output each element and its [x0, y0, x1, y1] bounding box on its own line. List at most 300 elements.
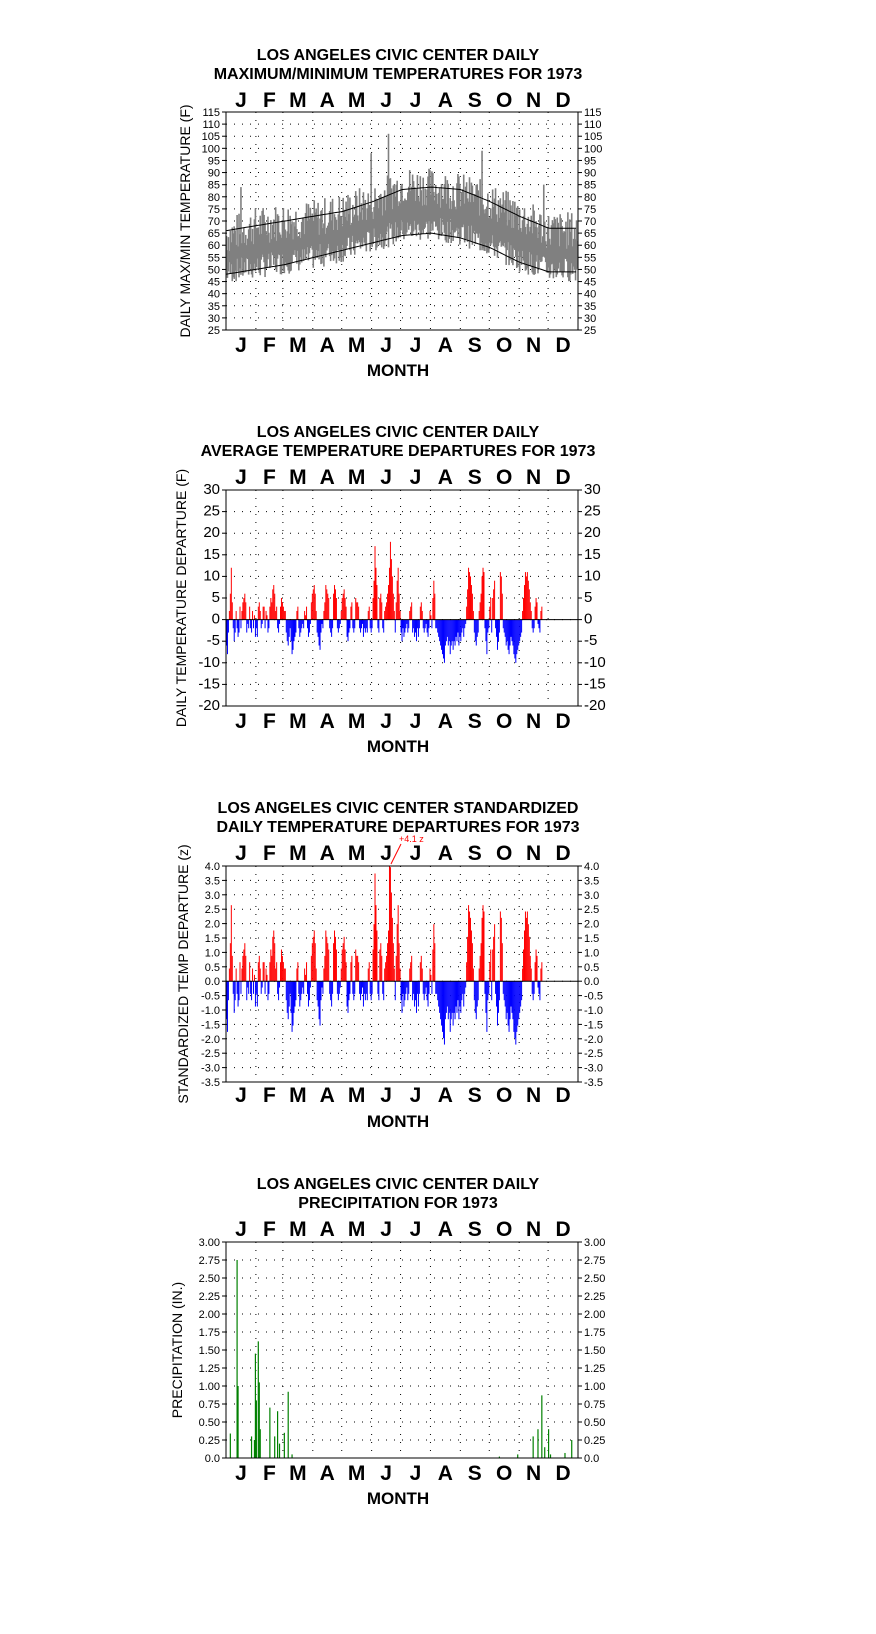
negative-departure-bar — [361, 620, 362, 629]
positive-departure-bar — [489, 962, 490, 981]
positive-departure-bar — [469, 912, 470, 982]
negative-departure-bar — [279, 981, 280, 987]
negative-departure-bar — [486, 981, 487, 1032]
positive-departure-bar — [324, 602, 325, 619]
y-tick-right: 1.75 — [584, 1327, 606, 1339]
positive-departure-bar — [409, 969, 410, 982]
y-tick-right: -15 — [584, 675, 606, 693]
y-tick-left: 2.5 — [204, 904, 220, 917]
negative-departure-bar — [303, 981, 304, 994]
positive-departure-bar — [296, 611, 297, 620]
chart-title-line-2: MAXIMUM/MINIMUM TEMPERATURES FOR 1973 — [213, 66, 583, 83]
positive-departure-bar — [236, 611, 237, 620]
y-tick-right: 10 — [584, 567, 601, 585]
negative-departure-bar — [406, 981, 407, 987]
negative-departure-bar — [348, 620, 349, 633]
negative-departure-bar — [429, 981, 430, 994]
positive-departure-bar — [374, 924, 375, 981]
chart-title-line-1: LOS ANGELES CIVIC CENTER STANDARDIZED — [217, 800, 579, 817]
positive-departure-bar — [502, 943, 503, 981]
y-tick-right: 115 — [584, 107, 602, 119]
negative-departure-bar — [359, 620, 360, 629]
positive-departure-bar — [393, 594, 394, 620]
positive-departure-bar — [390, 542, 391, 620]
y-tick-left: -1.0 — [201, 1005, 220, 1017]
positive-departure-bar — [326, 589, 327, 619]
y-tick-right: -1.0 — [584, 1005, 603, 1017]
positive-departure-bar — [525, 572, 526, 620]
month-label-top: N — [526, 89, 542, 112]
negative-departure-bar — [354, 981, 355, 994]
positive-departure-bar — [243, 950, 244, 982]
negative-departure-bar — [299, 981, 300, 1006]
positive-departure-bar — [271, 956, 272, 981]
negative-departure-bar — [436, 981, 437, 994]
y-tick-right: 110 — [584, 119, 602, 132]
negative-departure-bar — [513, 620, 514, 655]
y-tick-right: 95 — [584, 155, 597, 168]
positive-departure-bar — [245, 602, 246, 619]
positive-departure-bar — [500, 572, 501, 620]
negative-departure-bar — [455, 620, 456, 646]
negative-departure-bar — [233, 620, 234, 629]
positive-departure-bar — [343, 943, 344, 981]
month-label-bottom: J — [409, 1084, 422, 1107]
positive-departure-bar — [483, 912, 484, 982]
positive-departure-bar — [327, 594, 328, 620]
negative-departure-bar — [451, 981, 452, 1019]
y-tick-left: 15 — [203, 545, 220, 563]
negative-departure-bar — [382, 620, 383, 629]
positive-departure-bar — [399, 594, 400, 620]
negative-departure-bar — [255, 620, 256, 637]
positive-departure-bar — [421, 956, 422, 981]
positive-departure-bar — [389, 866, 390, 981]
positive-departure-bar — [385, 962, 386, 981]
y-tick-right: 2.50 — [584, 1273, 606, 1285]
positive-departure-bar — [281, 598, 282, 620]
positive-departure-bar — [432, 950, 433, 982]
positive-departure-bar — [297, 962, 298, 981]
negative-departure-bar — [532, 620, 533, 629]
positive-departure-bar — [467, 589, 468, 619]
positive-departure-bar — [541, 607, 542, 620]
negative-departure-bar — [286, 620, 287, 633]
negative-departure-bar — [348, 620, 349, 642]
negative-departure-bar — [436, 620, 437, 629]
negative-departure-bar — [239, 620, 240, 633]
positive-departure-bar — [522, 611, 523, 620]
positive-departure-bar — [356, 956, 357, 981]
negative-departure-bar — [237, 981, 238, 994]
negative-departure-bar — [256, 620, 257, 629]
positive-departure-bar — [269, 607, 270, 620]
y-tick-right: 85 — [584, 179, 597, 192]
y-tick-right: 2.00 — [584, 1309, 606, 1321]
positive-departure-bar — [341, 611, 342, 620]
positive-departure-bar — [494, 924, 495, 981]
positive-departure-bar — [350, 607, 351, 620]
positive-departure-bar — [231, 905, 232, 981]
negative-departure-bar — [349, 620, 350, 629]
positive-departure-bar — [389, 568, 390, 620]
negative-departure-bar — [330, 981, 331, 1000]
month-label-bottom: A — [437, 1462, 453, 1485]
month-label-bottom: M — [289, 710, 307, 733]
x-axis-label: MONTH — [366, 1112, 430, 1131]
positive-departure-bar — [283, 962, 284, 981]
negative-departure-bar — [413, 981, 414, 994]
positive-departure-bar — [473, 611, 474, 620]
positive-departure-bar — [410, 962, 411, 981]
positive-departure-bar — [244, 943, 245, 981]
chart-title-line-1: LOS ANGELES CIVIC CENTER DAILY — [256, 1176, 540, 1193]
negative-departure-bar — [262, 620, 263, 624]
month-label-top: S — [467, 466, 482, 489]
month-label-bottom: M — [347, 1084, 366, 1107]
chart-panel-1 — [177, 47, 602, 380]
positive-departure-bar — [245, 956, 246, 981]
negative-departure-bar — [485, 620, 486, 642]
positive-departure-bar — [312, 943, 313, 981]
negative-departure-bar — [237, 620, 238, 629]
negative-departure-bar — [418, 981, 419, 1006]
negative-departure-bar — [402, 620, 403, 642]
positive-departure-bar — [536, 950, 537, 982]
negative-departure-bar — [459, 620, 460, 637]
y-tick-left: 2.25 — [198, 1291, 220, 1303]
negative-departure-bar — [288, 981, 289, 1019]
positive-departure-bar — [283, 607, 284, 620]
negative-departure-bar — [246, 981, 247, 1000]
y-tick-right: 3.5 — [584, 875, 600, 888]
negative-departure-bar — [442, 981, 443, 1032]
negative-departure-bar — [507, 981, 508, 1013]
y-tick-left: -10 — [198, 653, 220, 671]
month-label-bottom: N — [526, 1084, 542, 1107]
negative-departure-bar — [340, 620, 341, 624]
negative-departure-bar — [300, 620, 301, 633]
positive-departure-bar — [375, 905, 376, 981]
negative-departure-bar — [377, 981, 378, 994]
positive-departure-bar — [410, 607, 411, 620]
negative-departure-bar — [290, 620, 291, 629]
negative-departure-bar — [372, 981, 373, 994]
negative-departure-bar — [474, 620, 475, 633]
month-label-bottom: O — [496, 1084, 513, 1107]
month-label-bottom: J — [235, 710, 247, 733]
month-label-bottom: F — [262, 334, 276, 357]
chart-title-line-2: DAILY TEMPERATURE DEPARTURES FOR 1973 — [216, 819, 580, 836]
positive-departure-bar — [306, 607, 307, 620]
y-tick-right: 20 — [584, 524, 601, 542]
positive-departure-bar — [380, 594, 381, 620]
month-label-top: J — [409, 89, 422, 112]
negative-departure-bar — [446, 981, 447, 1013]
positive-departure-bar — [304, 611, 305, 620]
y-tick-left: -1.5 — [201, 1019, 220, 1032]
positive-departure-bar — [392, 576, 393, 619]
negative-departure-bar — [278, 981, 279, 1000]
negative-departure-bar — [371, 981, 372, 1000]
positive-departure-bar — [269, 962, 270, 981]
negative-departure-bar — [291, 981, 292, 1013]
y-tick-left: 0.50 — [198, 1417, 220, 1429]
negative-departure-bar — [487, 981, 488, 1000]
negative-departure-bar — [293, 981, 294, 1025]
negative-departure-bar — [449, 981, 450, 1013]
negative-departure-bar — [365, 981, 366, 1000]
positive-departure-bar — [390, 867, 391, 981]
y-tick-left: 25 — [207, 325, 220, 337]
y-tick-left: 2.0 — [204, 918, 220, 931]
y-tick-left: 0.25 — [198, 1435, 220, 1447]
negative-departure-bar — [498, 981, 499, 1013]
negative-departure-bar — [251, 620, 252, 633]
positive-departure-bar — [281, 950, 282, 982]
negative-departure-bar — [435, 620, 436, 629]
y-tick-left: 0.0 — [204, 976, 220, 989]
chart-panel-2 — [173, 424, 606, 756]
negative-departure-bar — [257, 981, 258, 1006]
positive-departure-bar — [384, 969, 385, 982]
y-tick-right: 70 — [584, 216, 597, 228]
positive-departure-bar — [394, 611, 395, 620]
negative-departure-bar — [538, 981, 539, 994]
negative-departure-bar — [454, 620, 455, 642]
positive-departure-bar — [282, 602, 283, 619]
month-label-top: J — [380, 89, 392, 112]
negative-departure-bar — [295, 620, 296, 633]
positive-departure-bar — [230, 943, 231, 981]
positive-departure-bar — [386, 602, 387, 619]
month-label-bottom: M — [347, 1462, 366, 1485]
positive-departure-bar — [343, 594, 344, 620]
negative-departure-bar — [407, 620, 408, 633]
negative-departure-bar — [475, 620, 476, 642]
negative-departure-bar — [348, 981, 349, 1000]
month-label-top: S — [467, 89, 482, 112]
negative-departure-bar — [429, 620, 430, 629]
negative-departure-bar — [448, 981, 449, 1019]
month-label-top: M — [289, 466, 307, 489]
positive-departure-bar — [524, 931, 525, 982]
negative-departure-bar — [462, 620, 463, 629]
chart-title-line-1: LOS ANGELES CIVIC CENTER DAILY — [256, 424, 540, 441]
negative-departure-bar — [499, 981, 500, 1000]
month-label-bottom: J — [380, 334, 392, 357]
negative-departure-bar — [349, 981, 350, 994]
month-label-bottom: A — [437, 710, 453, 733]
negative-departure-bar — [240, 981, 241, 994]
negative-departure-bar — [478, 981, 479, 1000]
positive-departure-bar — [470, 576, 471, 619]
negative-departure-bar — [318, 981, 319, 1006]
positive-departure-bar — [351, 956, 352, 981]
y-tick-right: 0.75 — [584, 1399, 606, 1411]
negative-departure-bar — [437, 981, 438, 1000]
negative-departure-bar — [465, 620, 466, 624]
y-tick-left: 1.5 — [204, 933, 220, 945]
y-tick-right: 0 — [584, 610, 593, 628]
negative-departure-bar — [512, 981, 513, 1019]
positive-departure-bar — [284, 969, 285, 982]
month-label-top: N — [526, 1218, 542, 1241]
negative-departure-bar — [248, 620, 249, 629]
positive-departure-bar — [273, 585, 274, 620]
month-label-bottom: J — [235, 1462, 247, 1485]
positive-departure-bar — [241, 969, 242, 982]
month-label-top: D — [555, 89, 571, 112]
negative-departure-bar — [371, 620, 372, 633]
positive-departure-bar — [433, 924, 434, 981]
negative-departure-bar — [301, 620, 302, 629]
y-tick-right: 80 — [584, 191, 597, 204]
y-tick-left: 95 — [207, 155, 220, 168]
negative-departure-bar — [367, 981, 368, 1000]
negative-departure-bar — [321, 620, 322, 624]
positive-departure-bar — [375, 568, 376, 620]
month-label-top: N — [526, 842, 542, 865]
positive-departure-bar — [280, 962, 281, 981]
positive-departure-bar — [381, 956, 382, 981]
negative-departure-bar — [238, 981, 239, 1006]
negative-departure-bar — [448, 620, 449, 646]
negative-departure-bar — [431, 981, 432, 994]
negative-departure-bar — [227, 981, 228, 1032]
negative-departure-bar — [423, 981, 424, 994]
month-label-top: J — [409, 842, 422, 865]
positive-departure-bar — [264, 607, 265, 620]
y-axis-label: DAILY MAX/MIN TEMPERATURE (F) — [177, 104, 193, 338]
positive-departure-bar — [380, 943, 381, 981]
positive-departure-bar — [358, 962, 359, 981]
negative-departure-bar — [511, 981, 512, 1013]
negative-departure-bar — [444, 981, 445, 1044]
negative-departure-bar — [256, 981, 257, 994]
month-label-top: M — [289, 1218, 307, 1241]
negative-departure-bar — [352, 981, 353, 994]
negative-departure-bar — [431, 620, 432, 629]
positive-departure-bar — [249, 962, 250, 981]
negative-departure-bar — [382, 981, 383, 994]
negative-departure-bar — [338, 981, 339, 1000]
y-tick-right: -2.0 — [584, 1033, 603, 1046]
negative-departure-bar — [534, 620, 535, 629]
negative-departure-bar — [331, 620, 332, 637]
negative-departure-bar — [425, 620, 426, 629]
negative-departure-bar — [228, 620, 229, 633]
y-tick-right: 105 — [584, 131, 603, 144]
month-label-top: F — [262, 89, 276, 112]
positive-departure-bar — [466, 962, 467, 981]
y-tick-right: 25 — [584, 502, 601, 520]
negative-departure-bar — [295, 981, 296, 1000]
negative-departure-bar — [519, 981, 520, 1013]
positive-departure-bar — [379, 950, 380, 982]
y-tick-left: -15 — [198, 675, 220, 693]
negative-departure-bar — [485, 981, 486, 1013]
negative-departure-bar — [250, 981, 251, 994]
positive-departure-bar — [328, 598, 329, 620]
positive-departure-bar — [254, 615, 255, 619]
y-tick-left: 20 — [203, 524, 220, 542]
positive-departure-bar — [263, 962, 264, 981]
negative-departure-bar — [251, 981, 252, 1000]
month-label-top: O — [496, 466, 513, 489]
positive-departure-bar — [259, 602, 260, 619]
negative-departure-bar — [439, 620, 440, 642]
positive-departure-bar — [531, 969, 532, 982]
positive-departure-bar — [333, 594, 334, 620]
y-tick-right: -1.5 — [584, 1019, 603, 1032]
negative-departure-bar — [516, 981, 517, 1032]
negative-departure-bar — [452, 620, 453, 642]
negative-departure-bar — [360, 981, 361, 1000]
positive-departure-bar — [530, 602, 531, 619]
y-tick-left: 90 — [207, 167, 220, 180]
negative-departure-bar — [289, 981, 290, 1006]
negative-departure-bar — [458, 981, 459, 1019]
negative-departure-bar — [337, 620, 338, 629]
positive-departure-bar — [243, 598, 244, 620]
month-label-bottom: M — [289, 1084, 307, 1107]
negative-departure-bar — [362, 620, 363, 624]
negative-departure-bar — [419, 981, 420, 994]
negative-departure-bar — [510, 981, 511, 1006]
negative-departure-bar — [506, 620, 507, 646]
positive-departure-bar — [375, 546, 376, 619]
negative-departure-bar — [455, 981, 456, 1019]
y-tick-left: -3.0 — [201, 1062, 220, 1075]
negative-departure-bar — [405, 620, 406, 629]
negative-departure-bar — [503, 981, 504, 994]
x-axis-label: MONTH — [366, 1489, 430, 1508]
negative-departure-bar — [367, 620, 368, 633]
negative-departure-bar — [447, 981, 448, 1006]
positive-departure-bar — [420, 962, 421, 981]
y-tick-left: 1.75 — [198, 1327, 220, 1339]
month-label-top: M — [347, 842, 366, 865]
positive-departure-bar — [232, 956, 233, 981]
positive-departure-bar — [358, 607, 359, 620]
month-label-top: J — [235, 89, 247, 112]
positive-departure-bar — [411, 602, 412, 619]
negative-departure-bar — [477, 620, 478, 637]
negative-departure-bar — [419, 620, 420, 629]
negative-departure-bar — [378, 620, 379, 633]
positive-departure-bar — [263, 607, 264, 620]
month-label-top: J — [409, 1218, 422, 1241]
positive-departure-bar — [479, 611, 480, 620]
positive-departure-bar — [333, 943, 334, 981]
positive-departure-bar — [482, 918, 483, 981]
positive-departure-bar — [327, 943, 328, 981]
positive-departure-bar — [276, 607, 277, 620]
negative-departure-bar — [321, 620, 322, 633]
chart-title-line-2: AVERAGE TEMPERATURE DEPARTURES FOR 1973 — [200, 443, 596, 460]
negative-departure-bar — [235, 620, 236, 633]
month-label-bottom: F — [262, 1462, 276, 1485]
negative-departure-bar — [454, 981, 455, 1013]
y-tick-left: 30 — [207, 312, 220, 325]
negative-departure-bar — [293, 620, 294, 650]
negative-departure-bar — [338, 620, 339, 633]
negative-departure-bar — [515, 620, 516, 663]
y-tick-left: 1.00 — [198, 1381, 220, 1393]
negative-departure-bar — [412, 981, 413, 1000]
negative-departure-bar — [227, 620, 228, 655]
